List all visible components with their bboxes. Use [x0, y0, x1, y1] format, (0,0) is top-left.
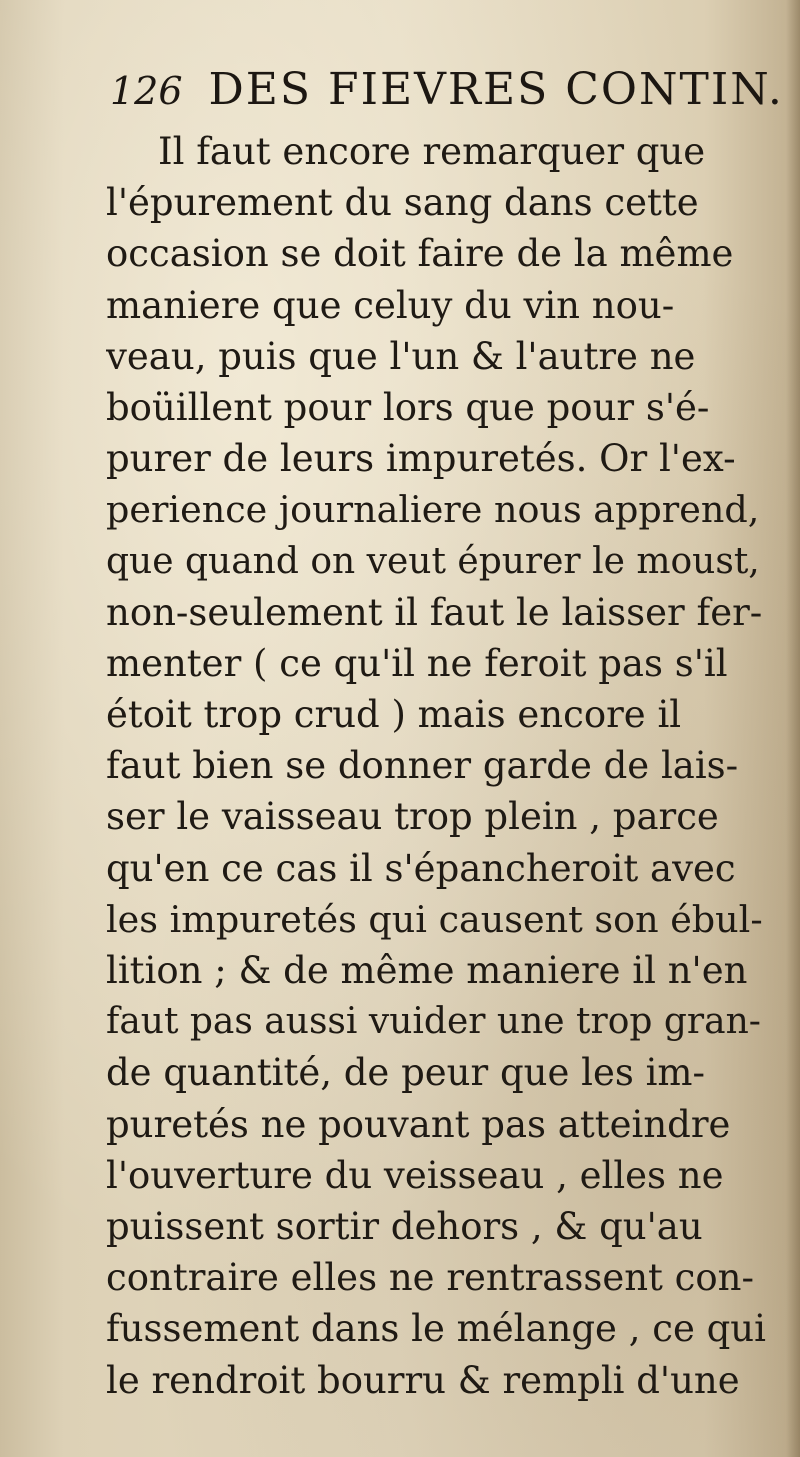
page-edge-shadow — [786, 0, 800, 1457]
running-title: DES FIEVRES CONTIN. — [208, 64, 784, 115]
text-line: menter ( ce qu'il ne feroit pas s'il — [106, 641, 728, 685]
text-line: puretés ne pouvant pas atteindre — [106, 1102, 731, 1146]
text-line: Il faut encore remarquer que — [158, 130, 706, 173]
text-line: occasion se doit faire de la même — [106, 232, 734, 276]
text-line: purer de leurs impuretés. Or l'ex- — [106, 437, 736, 481]
text-line: puissent sortir dehors , & qu'au — [106, 1204, 703, 1248]
text-line: faut pas aussi vuider une trop gran- — [106, 1001, 761, 1043]
text-line: l'épurement du sang dans cette — [106, 181, 699, 225]
text-line: l'ouverture du veisseau , elles ne — [106, 1153, 724, 1197]
text-line: non-seulement il faut le laisser fer- — [106, 590, 763, 634]
text-line: perience journaliere nous apprend, — [106, 488, 760, 532]
text-line: le rendroit bourru & rempli d'une — [106, 1358, 740, 1402]
text-line: de quantité, de peur que les im- — [106, 1051, 706, 1095]
body-text — [106, 126, 766, 1406]
page-header — [110, 64, 784, 134]
page-number: 126 — [110, 69, 183, 113]
text-line: les impuretés qui causent son ébul- — [106, 897, 763, 941]
text-line: contraire elles ne rentrassent con- — [106, 1256, 755, 1300]
text-line: faut bien se donner garde de lais- — [106, 744, 739, 788]
text-line: maniere que celuy du vin nou- — [106, 283, 675, 327]
text-line: ser le vaisseau trop plein , parce — [106, 795, 719, 839]
text-line: lition ; & de même maniere il n'en — [106, 949, 748, 992]
text-line: qu'en ce cas il s'épancheroit avec — [106, 846, 736, 890]
text-line: que quand on veut épurer le moust, — [106, 540, 760, 582]
text-line: fussement dans le mélange , ce qui — [106, 1307, 766, 1351]
text-line: veau, puis que l'un & l'autre ne — [106, 334, 696, 378]
text-line: boüillent pour lors que pour s'é- — [106, 385, 710, 429]
text-line: étoit trop crud ) mais encore il — [106, 693, 682, 737]
